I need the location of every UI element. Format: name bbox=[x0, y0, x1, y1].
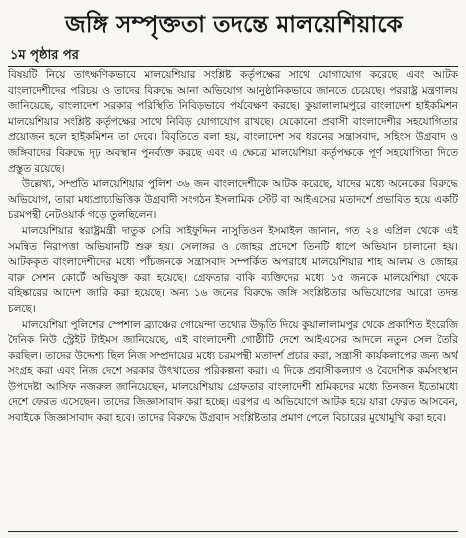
article-paragraph: উল্লেখ্য, সম্প্রতি মালয়েশিয়ার পুলিশ ৩৬ জন বাংলাদেশীকে আটক করেছে, যাদের মধ্যে অনেকের বিরুদ্ধে অভিযোগ, তারা মধ্যপ্রাচ্যভিত্তিক উগ্রবাদী সংগঠন ইসলামিক স্টেট বা আইএসের মতাদর্শে প্রভাবিত হয়ে একটি চরমপন্থী নেটওয়ার্ক গড়ে তুলছিলেন। bbox=[8, 178, 458, 222]
bottom-rule bbox=[8, 531, 458, 532]
article-paragraph: মালয়েশিয়ার স্বরাষ্ট্রমন্ত্রী দাতুক সেরি সাইফুদ্দিন নাসুতিওন ইসমাইল জানান, গত ২৪ এপ্রিল থেকে এই সমন্বিত নিরাপত্তা অভিযানটি শুরু হয়। সেলাঙ্গর ও জোহর প্রদেশে তিনটি ধাপে অভিযান চালানো হয়। আটককৃত বাংলাদেশীদের মধ্যে পাঁচজনকে সন্ত্রাসবাদ সম্পর্কিত অপরাধে মালয়েশিয়ার শাহ আলম ও জোহর বারু সেশন কোর্টে অভিযুক্ত করা হয়েছে। গ্রেফতার বাকি ব্যক্তিদের মধ্যে ১৫ জনকে মালয়েশিয়া থেকে বহিষ্কারের আদেশ জারি করা হয়েছে। অন্য ১৬ জনের বিরুদ্ধে জঙ্গি সংশ্লিষ্টতার অভিযোগের আরো তদন্ত চলছে। bbox=[8, 224, 458, 315]
article-paragraph: মালয়েশিয়া পুলিশের স্পেশাল ব্র্যাঞ্চের গোয়েন্দা তথ্যের উদ্ধৃতি দিয়ে কুয়ালালামপুর থেকে প্রকাশিত ইংরেজি দৈনিক নিউ স্ট্রেইট টাইমস জানিয়েছে, এই বাংলাদেশী গোষ্ঠীটি দেশে আইএসের আদলে নতুন সেল তৈরি করছিল। তাদের উদ্দেশ্য ছিল নিজ সম্প্রদায়ের মধ্যে চরমপন্থী মতাদর্শ প্রচার করা, সন্ত্রাসী কার্যকলাপের জন্য অর্থ সংগ্রহ করা এবং নিজ দেশে সরকার উৎখাতের পরিকল্পনা করা। এ দিকে প্রবাসীকল্যাণ ও বৈদেশিক কর্মসংস্থান উপদেষ্টা আসিফ নজরুল জানিয়েছেন, মালয়েশিয়ায় গ্রেফতার বাংলাদেশী শ্রমিকদের মধ্যে তিনজন ইতোমধ্যে দেশে ফেরত এসেছেন। তাদের জিজ্ঞাসাবাদ করা হচ্ছে। এরপর এ অভিযোগে আটক হয়ে যারা ফেরত আসবেন, সবাইকে জিজ্ঞাসাবাদ করা হবে। তাদের বিরুদ্ধে উগ্রবাদ সংশ্লিষ্টতার প্রমাণ পেলে বিচারের মুখোমুখি করা হবে। bbox=[8, 318, 458, 425]
top-rule bbox=[8, 66, 458, 67]
continued-from-label: ১ম পৃষ্ঠার পর bbox=[10, 48, 79, 63]
article-body bbox=[8, 68, 458, 530]
headline: জঙ্গি সম্পৃক্ততা তদন্তে মালয়েশিয়াকে bbox=[65, 12, 403, 38]
article-paragraph: বিষয়টি নিয়ে তাৎক্ষণিকভাবে মালয়েশিয়ার সংশ্লিষ্ট কর্তৃপক্ষের সাথে যোগাযোগ করেছে এবং আটক বাংলাদেশীদের পরিচয় ও তাদের বিরুদ্ধে আনা অভিযোগ আনুষ্ঠানিকভাবে জানতে চেয়েছে। পররাষ্ট্র মন্ত্রণালয় জানিয়েছে, বাংলাদেশ সরকার পরিস্থিতি নিবিড়ভাবে পর্যবেক্ষণ করছে। কুয়ালালামপুরে বাংলাদেশ হাইকমিশন মালয়েশিয়ার সংশ্লিষ্ট কর্তৃপক্ষের সাথে নিবিড় যোগাযোগ রাখছে। যেকোনো প্রবাসী বাংলাদেশীর সহযোগিতার প্রয়োজন হলে হাইকমিশন তা দেবে। বিবৃতিতে বলা হয়, বাংলাদেশ সব ধরনের সন্ত্রাসবাদ, সহিংস উগ্রবাদ ও জঙ্গিবাদের বিরুদ্ধে দৃঢ় অবস্থান পুনর্ব্যক্ত করছে এবং এ ক্ষেত্রে মালয়েশিয়া কর্তৃপক্ষকে পূর্ণ সহযোগিতা দিতে প্রস্তুত রয়েছে। bbox=[8, 69, 458, 175]
